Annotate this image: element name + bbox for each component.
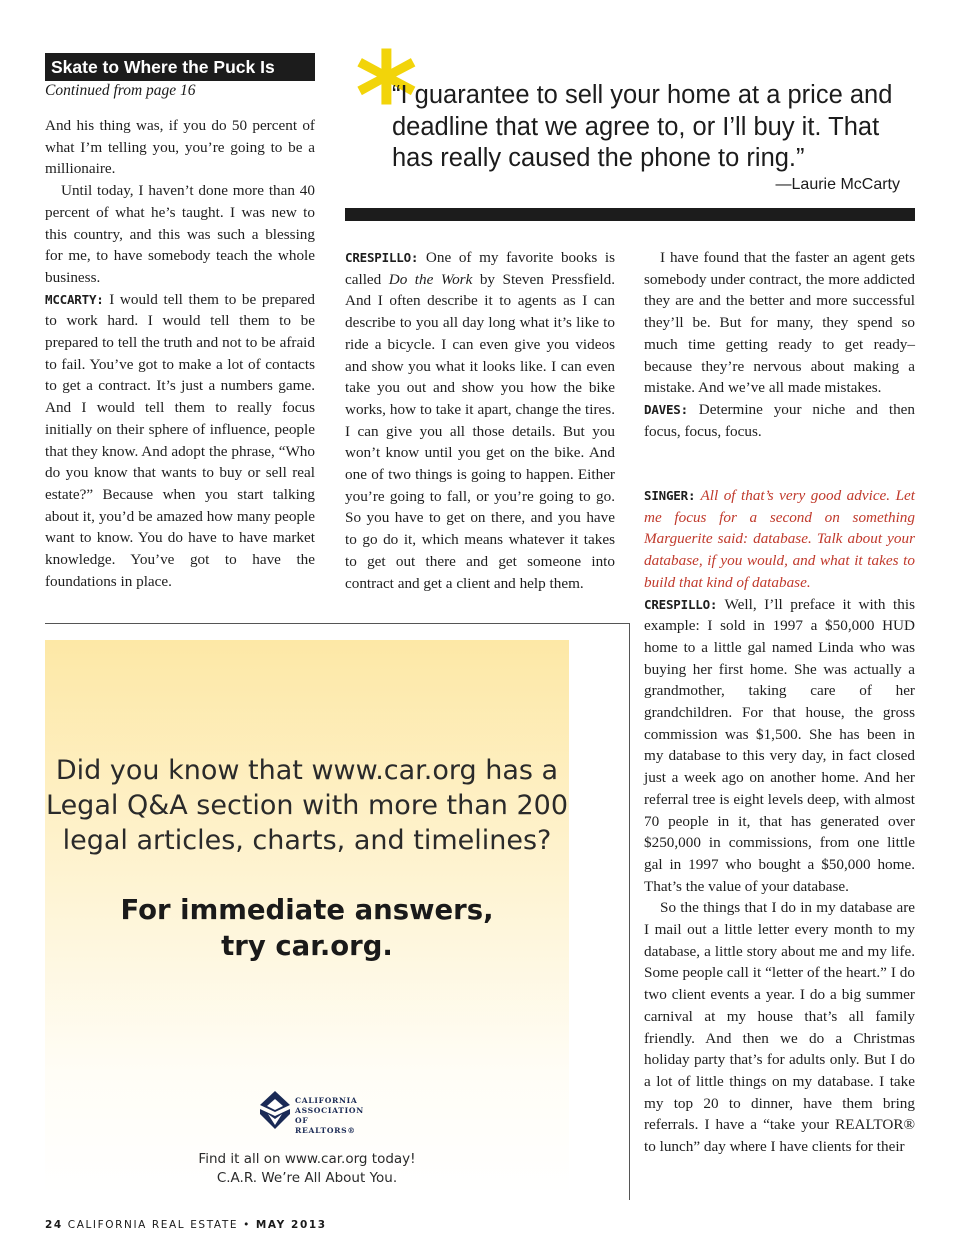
logo-line-2: ASSOCIATION — [295, 1106, 364, 1115]
col3-paragraph-4-text: Well, I’ll preface it with this example: I sold in 1997 a $50,000 HUD home to a little gal named Linda who was buying her first home. She was actually a grandmother, taking care of her grandchildren. For that house, the gross commission was $1,500. She has been in my database to this very day, in fact closed just a week ago on another home. And her referral tree is eight levels deep, with almost 70 people in it, that has generated over $250,000 in commissions, from one little gal in 1997 who bought a $50,000 home. That’s the value of your database. — [644, 595, 915, 895]
ad-footer-line-2: C.A.R. We’re All About You. — [216, 1170, 398, 1186]
column-3-continued — [644, 485, 915, 1158]
pull-quote: “I guarantee to sell your home at a price and deadline that we agree to, or I’ll buy it. That has really caused the phone to ring.” — [392, 81, 893, 172]
page-number: 24 — [45, 1219, 63, 1231]
book-title: Do the Work — [388, 270, 473, 288]
car-logo — [258, 1090, 368, 1134]
col1-paragraph-3-text: I would tell them to be prepared to work hard. I would tell them to be prepared to tell the truth and not to be afraid to fail. You’ve got to make a lot of contacts to get a contract. It’s just a numbers game. And I would tell them to really focus initially on their sphere of influence, people that they know. And adopt the phrase, “Who do you know that wants to buy or sell real estate?” Because when you start talking about it, you’d be amazed how many people want to know. You do have to have market knowledge. You’ve got to have the foundations in place. — [45, 290, 315, 590]
col3-question-text: All of that’s very good advice. Let me focus for a second on something Marguerite said: database. Talk about your database, if you would, and what it takes to build that kind of database. — [644, 487, 915, 591]
ad-question-line-2: Legal Q&A section with more than 200 — [46, 790, 568, 821]
section-tag: Skate to Where the Puck Is — [45, 53, 315, 81]
logo-line-1: CALIFORNIA — [295, 1096, 358, 1105]
speaker-label: SINGER: — [644, 488, 696, 503]
car-advertisement — [45, 640, 569, 1195]
car-logo-text — [295, 1096, 368, 1136]
pull-quote-rule — [345, 208, 915, 221]
ad-footer — [45, 1150, 569, 1188]
ad-cta-line-1: For immediate answers, — [120, 894, 494, 926]
page-footer — [45, 1219, 327, 1231]
ad-divider-horizontal — [45, 623, 630, 624]
col3-question — [644, 485, 915, 594]
continued-from: Continued from page 16 — [45, 82, 196, 99]
speaker-label: MCCARTY: — [45, 291, 104, 307]
col3-paragraph-4 — [644, 594, 915, 898]
speaker-label: DAVES: — [644, 401, 688, 417]
ad-cta-line-2: try car.org. — [221, 930, 393, 962]
asterisk-icon: * — [355, 28, 418, 167]
speaker-label: CRESPILLO: — [345, 250, 419, 265]
col2-text-a: One of my favorite books is called — [345, 249, 615, 288]
col3-paragraph-5: So the things that I do in my database are I mail out a little letter every month to my database, a little story about me and my life. Some people call it “letter of the heart.” I do two client events a year. I do a big summer carnival at my house that’s all family friendly. And then we do a Christmas holiday party that’s for adults only. But I do a lot of little things on my database. I take my top 20 to dinner, have them bring referrals. I have a “take your REALTOR® to lunch” day where I have clients for their — [644, 899, 915, 1156]
column-2 — [345, 247, 615, 594]
footer-bullet: • — [243, 1219, 251, 1231]
ad-divider-vertical — [629, 623, 630, 1200]
logo-line-3: OF REALTORS® — [295, 1116, 356, 1135]
speaker-label: CRESPILLO: — [644, 596, 718, 612]
col3-paragraph-2 — [644, 399, 915, 442]
col2-text-b: by Steven Pressfield. And I often describe it to agents as I can describe to you all day long what it’s like to ride a bicycle. I can even give you videos and show you what it looks like. I can even take you out and show you how the bike works, how to take it apart, change the tires. I can give you all those details. But you won’t know until you get on the bike. And one of two things is going to happen. Either you’re going to fall, or you’re going to go. So you have to get on there, and you have to go do it, which means whatever it takes to get out there and get someone into contract and get a client and help them. — [345, 270, 616, 592]
col3-paragraph-1: I have found that the faster an agent gets somebody under contract, the more addicted they are and the better and more successful they’ll be. But for many, they spend so much time getting ready to get ready–because they’re nervous about making a mistake. And we’ve all made mistakes. — [644, 249, 915, 397]
col1-paragraph-2: Until today, I haven’t done more than 40 percent of what he’s taught. I was new to this country, and this was such a blessing for me, to have somebody teach the whole business. — [45, 182, 315, 286]
col1-paragraph-1: And his thing was, if you do 50 percent of what I’m telling you, you’re going to be a millionaire. — [45, 117, 315, 178]
ad-call-to-action — [45, 892, 569, 964]
car-logo-mark-icon — [258, 1090, 292, 1130]
column-3 — [644, 247, 915, 442]
publication-name: CALIFORNIA REAL ESTATE — [67, 1219, 239, 1231]
ad-footer-line-1: Find it all on www.car.org today! — [198, 1151, 416, 1167]
pull-quote-attribution: —Laurie McCarty — [775, 176, 900, 193]
col3-paragraph-2-text: Determine your niche and then focus, focus, focus. — [644, 400, 915, 440]
ad-question-line-3: legal articles, charts, and timelines? — [62, 825, 552, 856]
ad-question — [45, 753, 569, 858]
column-1 — [45, 115, 315, 592]
col1-paragraph-3 — [45, 289, 315, 593]
ad-question-line-1: Did you know that www.car.org has a — [55, 755, 559, 786]
col2-paragraph-1 — [345, 247, 615, 594]
issue-date: MAY 2013 — [255, 1219, 327, 1231]
